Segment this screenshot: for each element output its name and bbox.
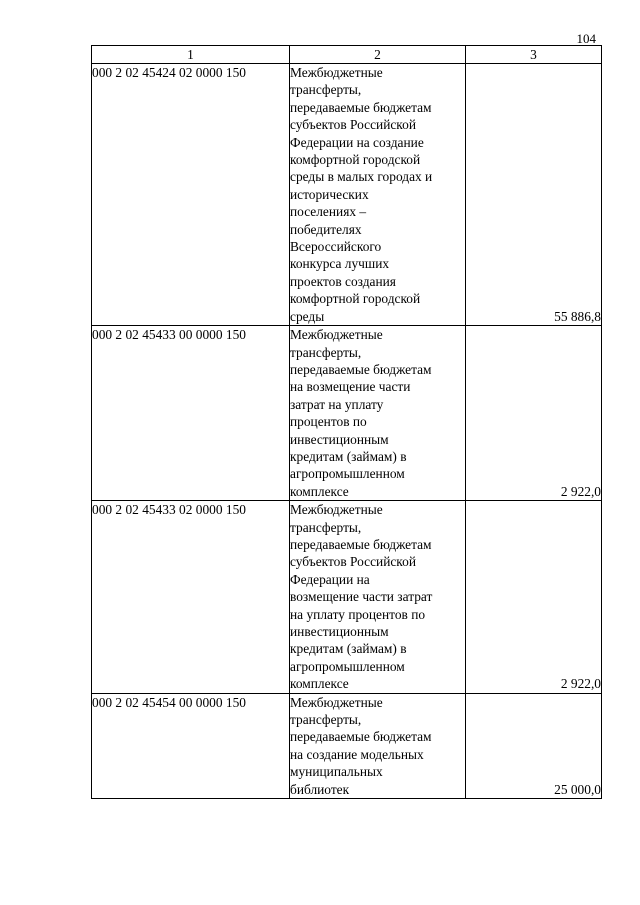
- description-line: комплексе: [290, 676, 349, 692]
- table-row: [92, 693, 602, 798]
- column-header-3: 3: [466, 46, 602, 64]
- description-line: муниципальных: [290, 764, 383, 780]
- description-line: агропромышленном: [290, 658, 405, 674]
- transfer-description-cell: [290, 501, 466, 693]
- description-line: Межбюджетные: [290, 65, 383, 80]
- description-line: победителях: [290, 221, 362, 237]
- transfer-description-cell: [290, 326, 466, 501]
- description-line: среды: [290, 308, 325, 324]
- table-header-row: [92, 46, 602, 64]
- description-line: инвестиционным: [290, 624, 389, 639]
- budget-code-cell: 000 2 02 45433 00 0000 150: [92, 326, 290, 501]
- description-line: на возмещение части: [290, 379, 411, 395]
- budget-code-cell: 000 2 02 45424 02 0000 150: [92, 64, 290, 326]
- description-line: трансферты,: [290, 344, 362, 360]
- description-line: кредитам (займам) в: [290, 641, 407, 657]
- description-line: среды в малых городах и: [290, 169, 433, 185]
- description-line: комплексе: [290, 483, 349, 499]
- description-line: трансферты,: [290, 712, 362, 728]
- column-header-2: 2: [290, 46, 466, 64]
- description-line: затрат на уплату: [290, 396, 384, 412]
- description-line: комфортной городской: [290, 291, 421, 307]
- table-row: [92, 64, 602, 326]
- budget-code-cell: 000 2 02 45454 00 0000 150: [92, 693, 290, 798]
- amount-cell: 2 922,0: [466, 501, 602, 693]
- description-line: трансферты,: [290, 82, 362, 98]
- description-line: конкурса лучших: [290, 256, 390, 272]
- transfer-description-cell: [290, 64, 466, 326]
- page-number: 104: [576, 31, 596, 46]
- description-line: передаваемые бюджетам: [290, 361, 432, 377]
- description-line: Всероссийского: [290, 239, 382, 255]
- description-line: поселениях –: [290, 204, 367, 220]
- budget-code-cell: 000 2 02 45433 02 0000 150: [92, 501, 290, 693]
- description-line: Федерации на: [290, 571, 370, 587]
- description-line: трансферты,: [290, 519, 362, 535]
- description-line: агропромышленном: [290, 466, 405, 482]
- description-line: Межбюджетные: [290, 502, 383, 518]
- description-line: проектов создания: [290, 273, 396, 289]
- description-line: передаваемые бюджетам: [290, 99, 432, 115]
- description-line: Федерации на создание: [290, 134, 424, 150]
- description-line: процентов по: [290, 414, 367, 430]
- table-row: [92, 326, 602, 501]
- description-line: передаваемые бюджетам: [290, 729, 432, 745]
- description-line: исторических: [290, 186, 369, 202]
- transfer-description-cell: [290, 693, 466, 798]
- amount-cell: 2 922,0: [466, 326, 602, 501]
- table-body: [92, 64, 602, 799]
- description-line: субъектов Российской: [290, 554, 416, 570]
- description-line: инвестиционным: [290, 431, 389, 447]
- budget-table: [91, 45, 602, 799]
- description-line: комфортной городской: [290, 152, 421, 168]
- table-row: [92, 501, 602, 693]
- description-line: на создание модельных: [290, 746, 424, 762]
- amount-cell: 25 000,0: [466, 693, 602, 798]
- description-line: возмещение части затрат: [290, 589, 433, 605]
- description-line: передаваемые бюджетам: [290, 536, 432, 552]
- description-line: Межбюджетные: [290, 327, 383, 343]
- amount-cell: 55 886,8: [466, 64, 602, 326]
- description-line: библиотек: [290, 781, 350, 797]
- column-header-1: 1: [92, 46, 290, 64]
- description-line: на уплату процентов по: [290, 606, 426, 622]
- description-line: субъектов Российской: [290, 117, 416, 133]
- description-line: Межбюджетные: [290, 694, 383, 710]
- description-line: кредитам (займам) в: [290, 448, 407, 464]
